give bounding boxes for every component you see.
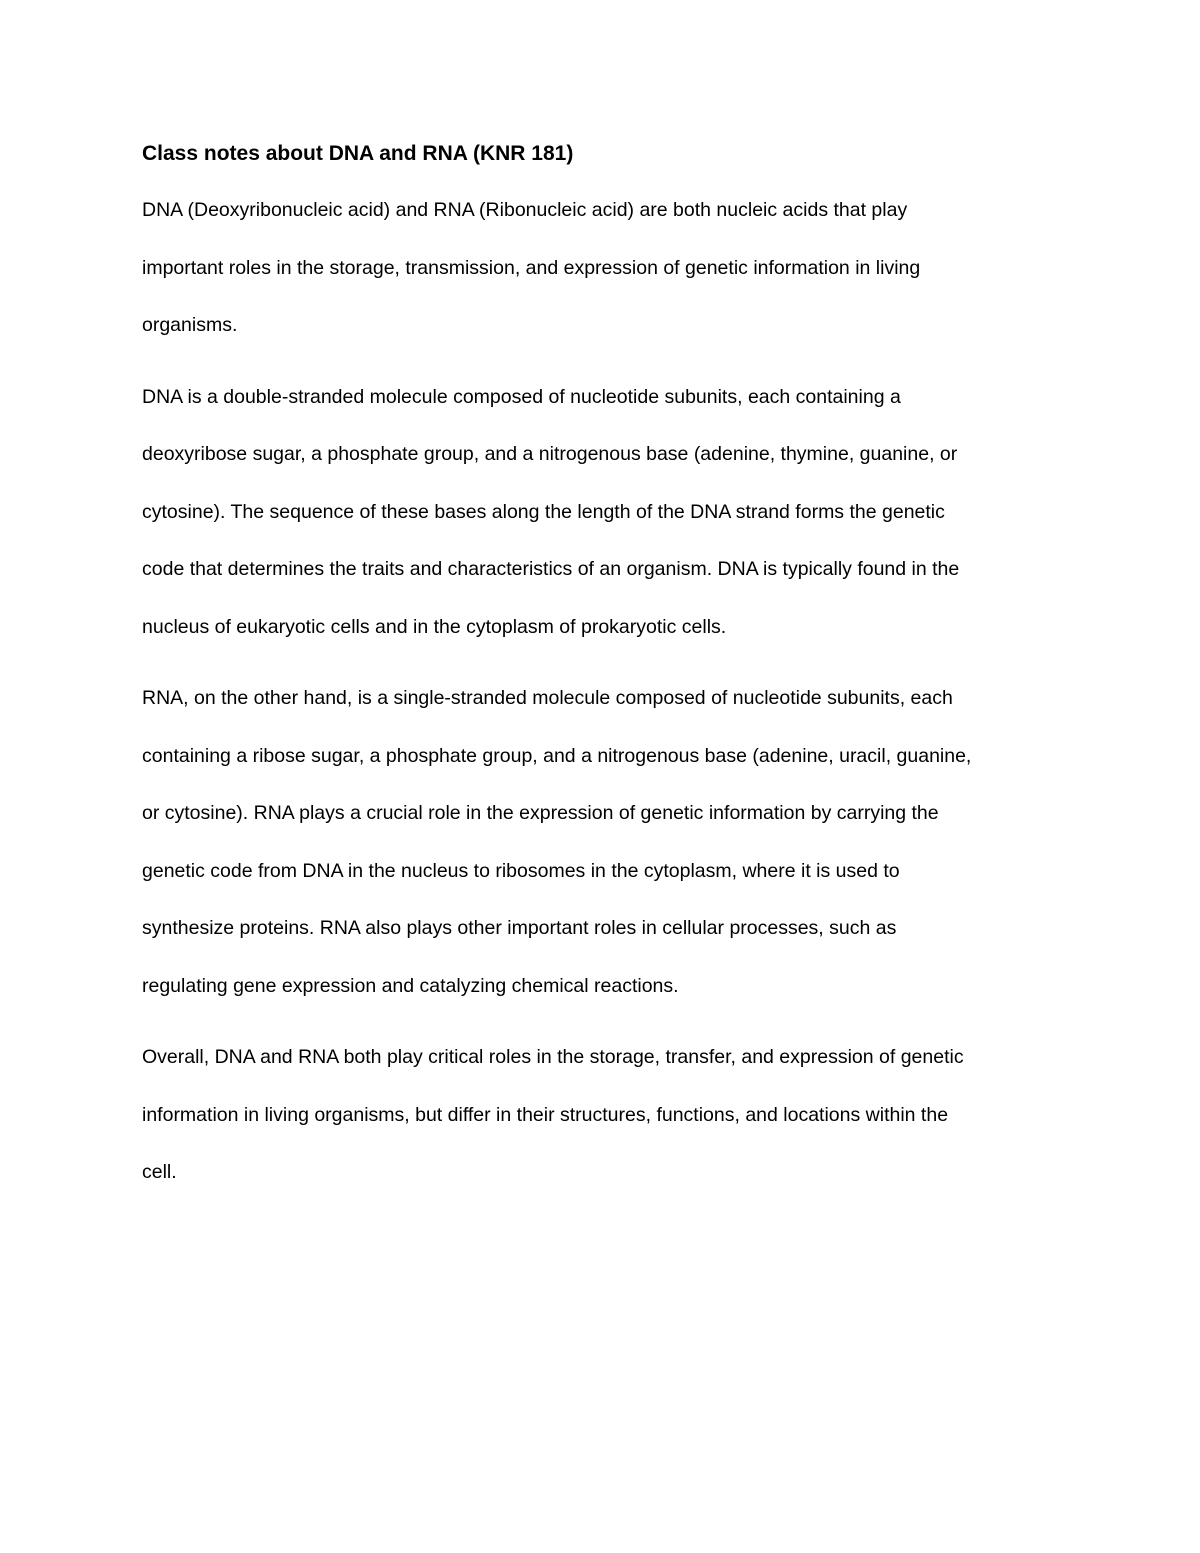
paragraph-dna <box>142 369 1062 657</box>
paragraph-intro <box>142 182 1062 355</box>
text-line: cell. <box>142 1161 177 1183</box>
text-line: nucleus of eukaryotic cells and in the cytoplasm of prokaryotic cells. <box>142 615 727 638</box>
document-body <box>142 140 1062 1216</box>
text-line: cytosine). The sequence of these bases along the length of the DNA strand forms the genetic <box>142 500 945 523</box>
text-line: DNA (Deoxyribonucleic acid) and RNA (Ribonucleic acid) are both nucleic acids that play <box>142 199 908 221</box>
text-line: RNA, on the other hand, is a single-stranded molecule composed of nucleotide subunits, each <box>142 687 953 709</box>
text-line: or cytosine). RNA plays a crucial role in the expression of genetic information by carrying the <box>142 802 939 824</box>
paragraph-overall <box>142 1029 1062 1202</box>
text-line: Overall, DNA and RNA both play critical roles in the storage, transfer, and expression of genetic <box>142 1046 964 1068</box>
text-line: deoxyribose sugar, a phosphate group, and a nitrogenous base (adenine, thymine, guanine, or <box>142 443 958 465</box>
text-line: genetic code from DNA in the nucleus to ribosomes in the cytoplasm, where it is used to <box>142 859 900 882</box>
text-line: important roles in the storage, transmission, and expression of genetic information in living <box>142 256 921 279</box>
text-line: code that determines the traits and characteristics of an organism. DNA is typically found in the <box>142 558 960 580</box>
text-line: information in living organisms, but differ in their structures, functions, and locations within the <box>142 1103 949 1126</box>
text-line: DNA is a double-stranded molecule composed of nucleotide subunits, each containing a <box>142 385 901 408</box>
text-line: containing a ribose sugar, a phosphate group, and a nitrogenous base (adenine, uracil, guanine, <box>142 744 972 767</box>
document-title: Class notes about DNA and RNA (KNR 181) <box>142 142 574 165</box>
text-line: synthesize proteins. RNA also plays other important roles in cellular processes, such as <box>142 917 897 939</box>
text-line: regulating gene expression and catalyzing chemical reactions. <box>142 974 679 997</box>
paragraph-rna <box>142 670 1062 1015</box>
text-line: organisms. <box>142 314 238 336</box>
